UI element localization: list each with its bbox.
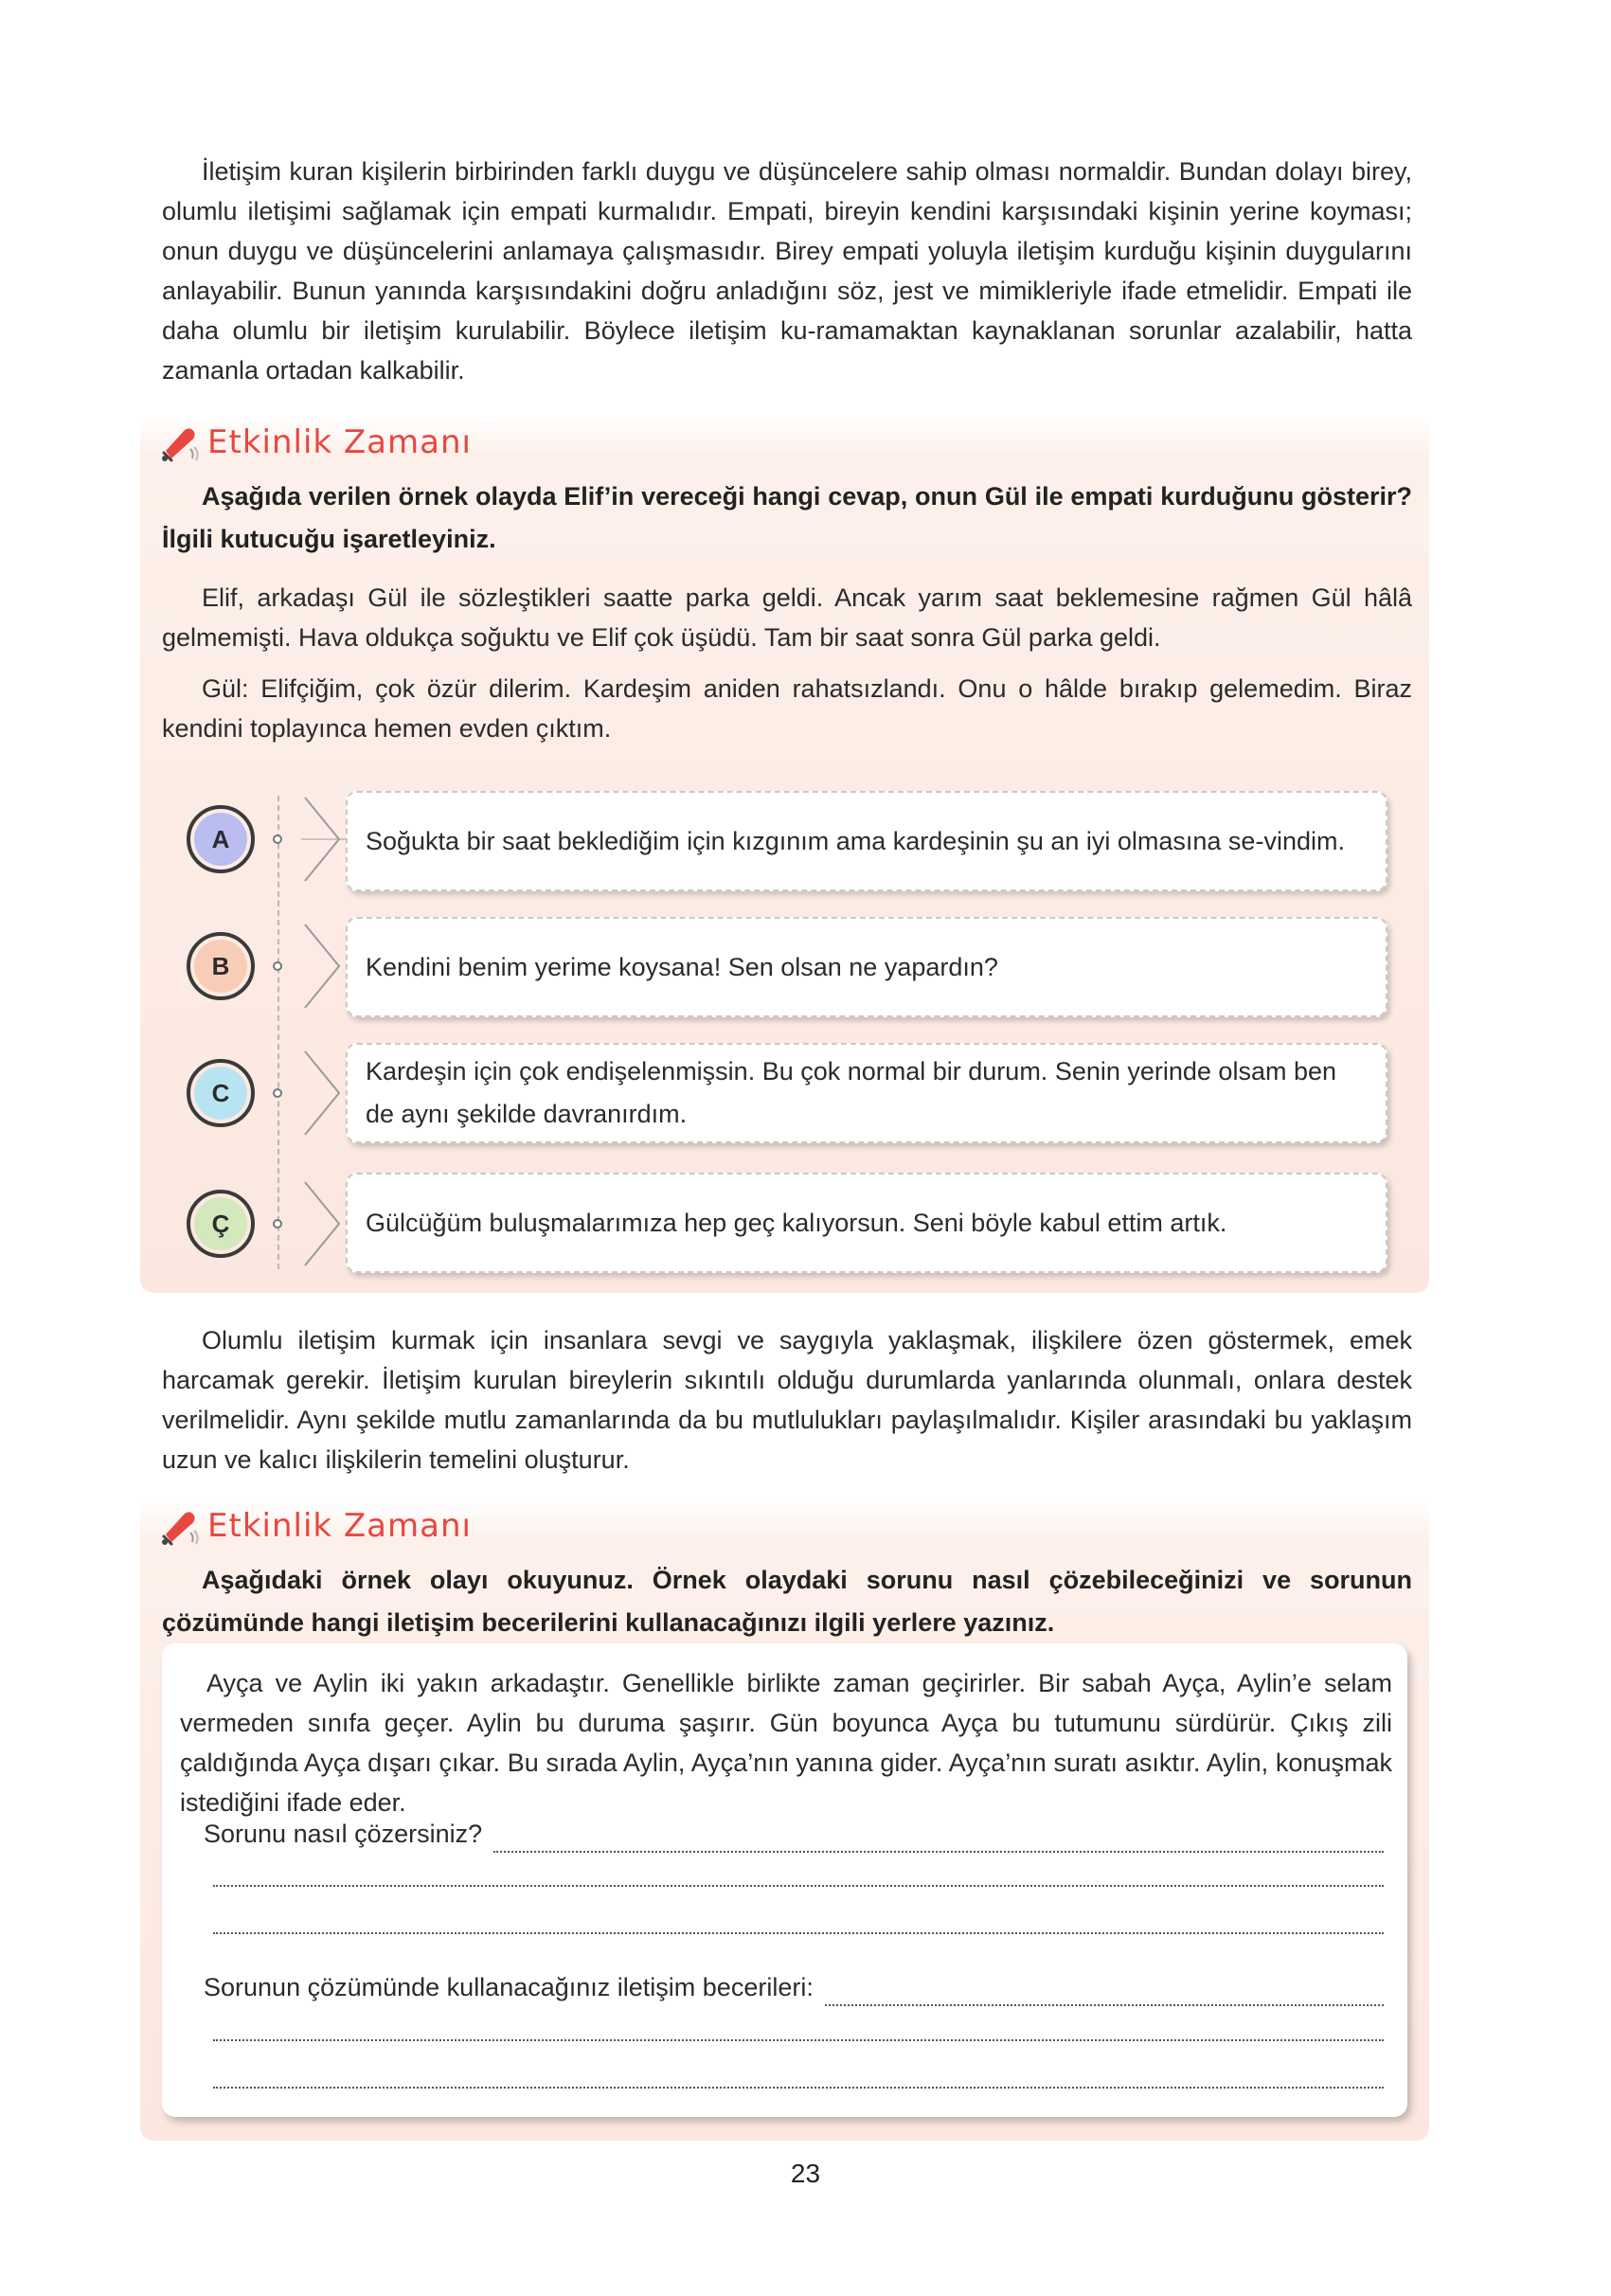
answer-line-3[interactable] bbox=[213, 1932, 1384, 1934]
option-a-dot bbox=[273, 834, 282, 844]
answer-line-5[interactable] bbox=[213, 2039, 1384, 2041]
option-c-dot bbox=[273, 1088, 282, 1098]
answer-line-6[interactable] bbox=[213, 2087, 1384, 2089]
story-paragraph-2: Gül: Elifçiğim, çok özür dilerim. Kardeşim aniden rahatsızlandı. Onu o hâlde bırakıp gelemedim. Biraz kendini toplayınca hemen evden çıktım. bbox=[162, 674, 1412, 743]
option-b-arrow-icon bbox=[301, 919, 349, 1013]
option-c-arrow-icon bbox=[301, 1046, 349, 1140]
activity-instruction-2: Aşağıdaki örnek olayı okuyunuz. Örnek olaydaki sorunu nasıl çözebileceğinizi ve sorunun çözümünde hangi iletişim becerilerini kullanacağınızı ilgili yerlere yazınız. bbox=[162, 1566, 1412, 1637]
story-paragraph-1: Elif, arkadaşı Gül ile sözleştikleri saatte parka geldi. Ancak yarım saat beklemesine rağmen Gül hâlâ gelmemişti. Hava oldukça soğuktu ve Elif çok üşüdü. Tam bir saat sonra Gül parka geldi. bbox=[162, 583, 1412, 652]
answer-line-4[interactable] bbox=[825, 1982, 1384, 2006]
middle-paragraph: Olumlu iletişim kurmak için insanlara sevgi ve saygıyla yaklaşmak, ilişkilere özen göstermek, emek harcamak gerekir. İletişim kurulan bireylerin sıkıntılı olduğu durumlarda yanlarında olunmalı, onlara destek verilmelidir. Aynı şekilde mutlu zamanlarında da bu mutlulukları paylaşılmalıdır. Kişiler arasındaki bu yaklaşım uzun ve kalıcı ilişkilerin temelini oluşturur. bbox=[162, 1326, 1412, 1474]
options-connector-line bbox=[277, 796, 279, 1269]
option-c-circle[interactable] bbox=[187, 1059, 255, 1127]
question-2-label: Sorunun çözümünde kullanacağınız iletişim becerileri: bbox=[204, 1973, 814, 2001]
option-c-cedilla-letter: Ç bbox=[194, 1197, 247, 1250]
bell-icon bbox=[156, 1504, 200, 1548]
bell-icon bbox=[156, 421, 200, 464]
option-c-cedilla-dot bbox=[273, 1219, 282, 1229]
activity-instruction-1: Aşağıda verilen örnek olayda Elif’in vereceği hangi cevap, onun Gül ile empati kurduğunu gösterir? İlgili kutucuğu işaretleyiniz. bbox=[162, 482, 1412, 553]
option-a-letter: A bbox=[194, 813, 247, 866]
page-number: 23 bbox=[790, 2159, 821, 2188]
activity-heading-text: Etkinlik Zamanı bbox=[207, 423, 472, 461]
activity-heading-text: Etkinlik Zamanı bbox=[207, 1507, 472, 1545]
option-a-circle[interactable] bbox=[187, 805, 255, 873]
option-a-text: Soğukta bir saat beklediğim için kızgınım ama kardeşinin şu an iyi olmasına se-vindim. bbox=[366, 826, 1345, 855]
intro-paragraph: İletişim kuran kişilerin birbirinden farklı duygu ve düşüncelere sahip olması normaldir. Bundan dolayı birey, olumlu iletişimi sağlamak için empati kurmalıdır. Empati, bireyin kendini karşısındaki kişinin yerine koyması; onun duygu ve düşüncelerini anlamaya çalışmasıdır. Birey empati yoluyla iletişim kurduğu kişinin duygularını anlayabilir. Bunun yanında karşısındakini doğru anladığını söz, jest ve mimikleriyle ifade etmelidir. Empati ile daha olumlu bir iletişim kurulabilir. Böylece iletişim ku-ramamaktan kaynaklanan sorunlar azalabilir, hatta zamanla ortadan kalkabilir. bbox=[162, 157, 1412, 385]
option-c-cedilla-box[interactable] bbox=[346, 1173, 1387, 1273]
option-b-text: Kendini benim yerime koysana! Sen olsan ne yapardın? bbox=[366, 952, 998, 981]
answer-line-1[interactable] bbox=[493, 1828, 1384, 1853]
answer-line-2[interactable] bbox=[213, 1885, 1384, 1887]
activity-heading-2 bbox=[156, 1502, 472, 1550]
option-c-cedilla-circle[interactable] bbox=[187, 1190, 255, 1258]
option-c-cedilla-arrow-icon bbox=[301, 1176, 349, 1271]
option-c-text: Kardeşin için çok endişelenmişsin. Bu çok normal bir durum. Senin yerinde olsam ben de aynı şekilde davranırdım. bbox=[366, 1057, 1336, 1128]
question-1-label: Sorunu nasıl çözersiniz? bbox=[204, 1820, 483, 1848]
activity-heading-1 bbox=[156, 419, 472, 466]
option-b-circle[interactable] bbox=[187, 932, 255, 1000]
option-c-box[interactable] bbox=[346, 1043, 1387, 1143]
question-1 bbox=[204, 1815, 1384, 1853]
option-c-cedilla-text: Gülcüğüm buluşmalarımıza hep geç kalıyorsun. Seni böyle kabul ettim artık. bbox=[366, 1208, 1227, 1237]
option-b-letter: B bbox=[194, 940, 247, 993]
case-story: Ayça ve Aylin iki yakın arkadaştır. Genellikle birlikte zaman geçirirler. Bir sabah Ayça, Aylin’e selam vermeden sınıfa geçer. Aylin bu duruma şaşırır. Gün boyunca Ayça bu tutumunu sürdürür. Çıkış zili çaldığında Ayça dışarı çıkar. Bu sırada Aylin, Ayça’nın yanına gider. Ayça’nın suratı asıktır. Aylin, konuşmak istediğini ifade eder. bbox=[180, 1669, 1392, 1817]
option-b-dot bbox=[273, 961, 282, 971]
option-a-box[interactable] bbox=[346, 791, 1387, 891]
option-a-arrow-icon bbox=[301, 792, 349, 887]
option-c-letter: C bbox=[194, 1067, 247, 1120]
question-2 bbox=[204, 1968, 1384, 2006]
option-b-box[interactable] bbox=[346, 917, 1387, 1017]
